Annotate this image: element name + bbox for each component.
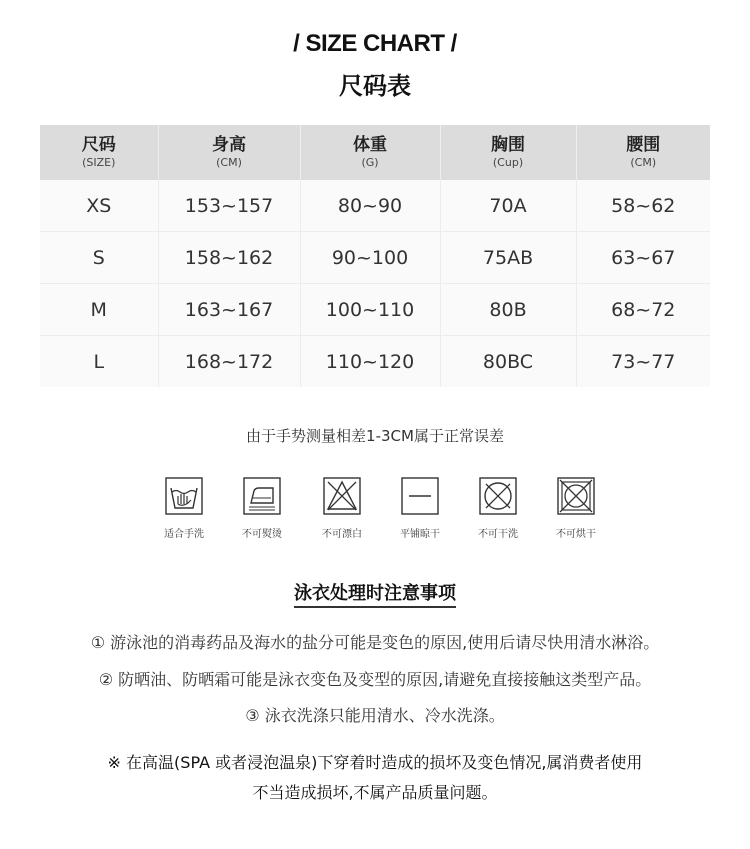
care-item-2: ② 防晒油、防晒霜可能是泳衣变色及变型的原因,请避免直接接触这类型产品。 xyxy=(98,670,652,689)
care-label: 不可漂白 xyxy=(322,529,362,540)
care-icon-item xyxy=(536,476,616,540)
header-waist: 腰围 (CM) xyxy=(576,125,710,180)
table-row xyxy=(40,232,710,284)
care-item-1: ① 游泳池的消毒药品及海水的盐分可能是变色的原因,使用后请尽快用清水淋浴。 xyxy=(90,633,660,652)
care-icon-item xyxy=(222,476,302,540)
cell-weight: 110~120 xyxy=(300,336,440,388)
header-height: 身高 (CM) xyxy=(158,125,300,180)
cell-size: L xyxy=(40,336,158,388)
care-label: 不可烘干 xyxy=(556,529,596,540)
cell-bust: 80BC xyxy=(440,336,576,388)
warning-line-2: 不当造成损坏,不属产品质量问题。 xyxy=(252,783,498,802)
care-label: 平铺晾干 xyxy=(400,529,440,540)
no-dry-clean-icon xyxy=(478,476,518,516)
header-bust: 胸围 (Cup) xyxy=(440,125,576,180)
size-chart-table xyxy=(40,125,710,387)
cell-size: S xyxy=(40,232,158,284)
care-label: 适合手洗 xyxy=(164,529,204,540)
care-item-3: ③ 泳衣洗涤只能用清水、冷水洗涤。 xyxy=(245,706,505,725)
care-instructions-title: 泳衣处理时注意事项 xyxy=(0,579,750,605)
cell-size: XS xyxy=(40,180,158,232)
warning-line-1: ※ 在高温(SPA 或者浸泡温泉)下穿着时造成的损坏及变色情况,属消费者使用 xyxy=(107,753,643,772)
care-label: 不可熨烫 xyxy=(242,529,282,540)
care-label: 不可干洗 xyxy=(478,529,518,540)
cell-waist: 58~62 xyxy=(576,180,710,232)
care-icons-row xyxy=(0,476,750,546)
header-weight: 体重 (G) xyxy=(300,125,440,180)
cell-bust: 80B xyxy=(440,284,576,336)
cell-bust: 70A xyxy=(440,180,576,232)
table-row xyxy=(40,180,710,232)
table-row xyxy=(40,284,710,336)
cell-waist: 63~67 xyxy=(576,232,710,284)
measurement-note: 由于手势测量相差1-3CM属于正常误差 xyxy=(246,427,504,445)
cell-height: 153~157 xyxy=(158,180,300,232)
cell-bust: 75AB xyxy=(440,232,576,284)
no-tumble-dry-icon xyxy=(556,476,596,516)
title-english: / SIZE CHART / xyxy=(293,30,457,57)
cell-height: 158~162 xyxy=(158,232,300,284)
cell-weight: 90~100 xyxy=(300,232,440,284)
title-chinese: 尺码表 xyxy=(339,72,411,100)
table-row xyxy=(40,336,710,388)
cell-height: 168~172 xyxy=(158,336,300,388)
cell-height: 163~167 xyxy=(158,284,300,336)
cell-waist: 68~72 xyxy=(576,284,710,336)
care-icon-item xyxy=(302,476,382,540)
cell-weight: 100~110 xyxy=(300,284,440,336)
no-iron-icon xyxy=(242,476,282,516)
dry-flat-icon xyxy=(400,476,440,516)
no-bleach-icon xyxy=(322,476,362,516)
care-icon-item xyxy=(144,476,224,540)
care-icon-item xyxy=(458,476,538,540)
table-header-row xyxy=(40,125,710,180)
cell-weight: 80~90 xyxy=(300,180,440,232)
cell-waist: 73~77 xyxy=(576,336,710,388)
hand-wash-icon xyxy=(164,476,204,516)
care-icon-item xyxy=(380,476,460,540)
header-size: 尺码 (SIZE) xyxy=(40,125,158,180)
cell-size: M xyxy=(40,284,158,336)
